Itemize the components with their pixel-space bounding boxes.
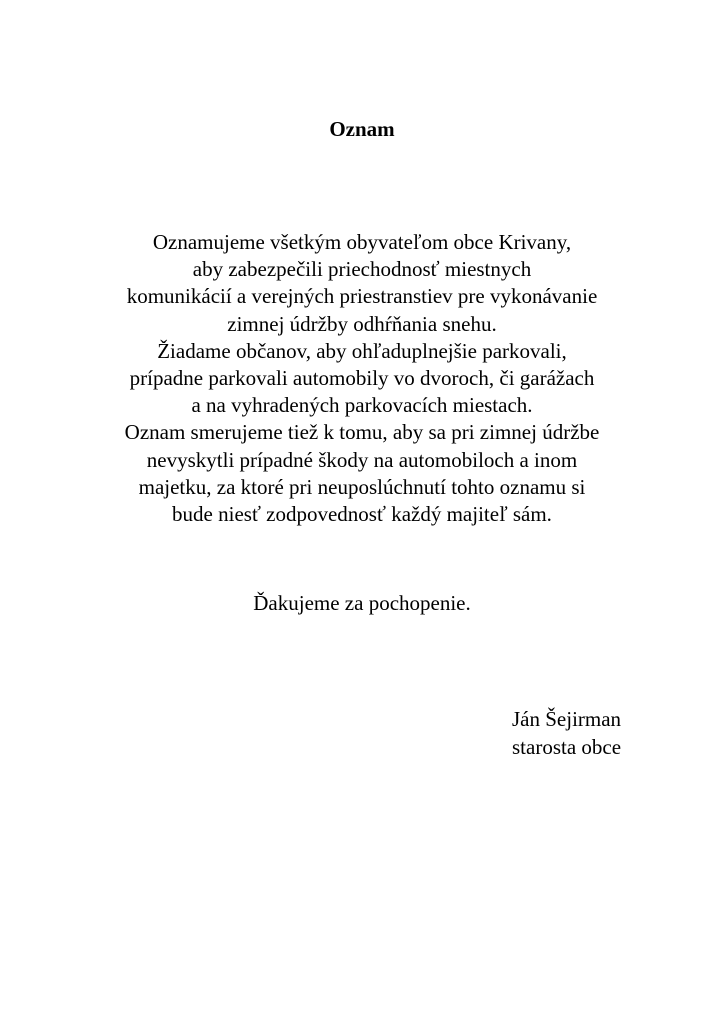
announcement-body xyxy=(40,229,684,528)
body-line: prípadne parkovali automobily vo dvoroch, či garážach xyxy=(129,366,595,391)
body-line: komunikácií a verejných priestranstiev pre vykonávanie xyxy=(126,284,598,309)
body-line: a na vyhradených parkovacích miestach. xyxy=(191,393,533,418)
body-line: Žiadame občanov, aby ohľaduplnejšie parkovali, xyxy=(157,338,567,363)
body-line: Oznam smerujeme tiež k tomu, aby sa pri zimnej údržbe xyxy=(124,420,600,445)
signatory-name: Ján Šejirman xyxy=(512,707,622,731)
signature-block xyxy=(512,705,621,761)
body-line: majetku, za ktoré pri neuposlúchnutí tohto oznamu si xyxy=(138,474,586,499)
signatory-role: starosta obce xyxy=(512,735,622,759)
body-line: aby zabezpečili priechodnosť miestnych xyxy=(192,257,532,282)
body-line: bude niesť zodpovednosť každý majiteľ sám. xyxy=(172,502,552,527)
body-line: nevyskytli prípadné škody na automobiloch a inom xyxy=(146,447,578,472)
thanks-line: Ďakujeme za pochopenie. xyxy=(253,591,471,615)
body-line: zimnej údržby odhŕňania snehu. xyxy=(227,311,497,336)
body-line: Oznamujeme všetkým obyvateľom obce Krivany, xyxy=(152,230,572,254)
document-title: Oznam xyxy=(329,117,395,141)
